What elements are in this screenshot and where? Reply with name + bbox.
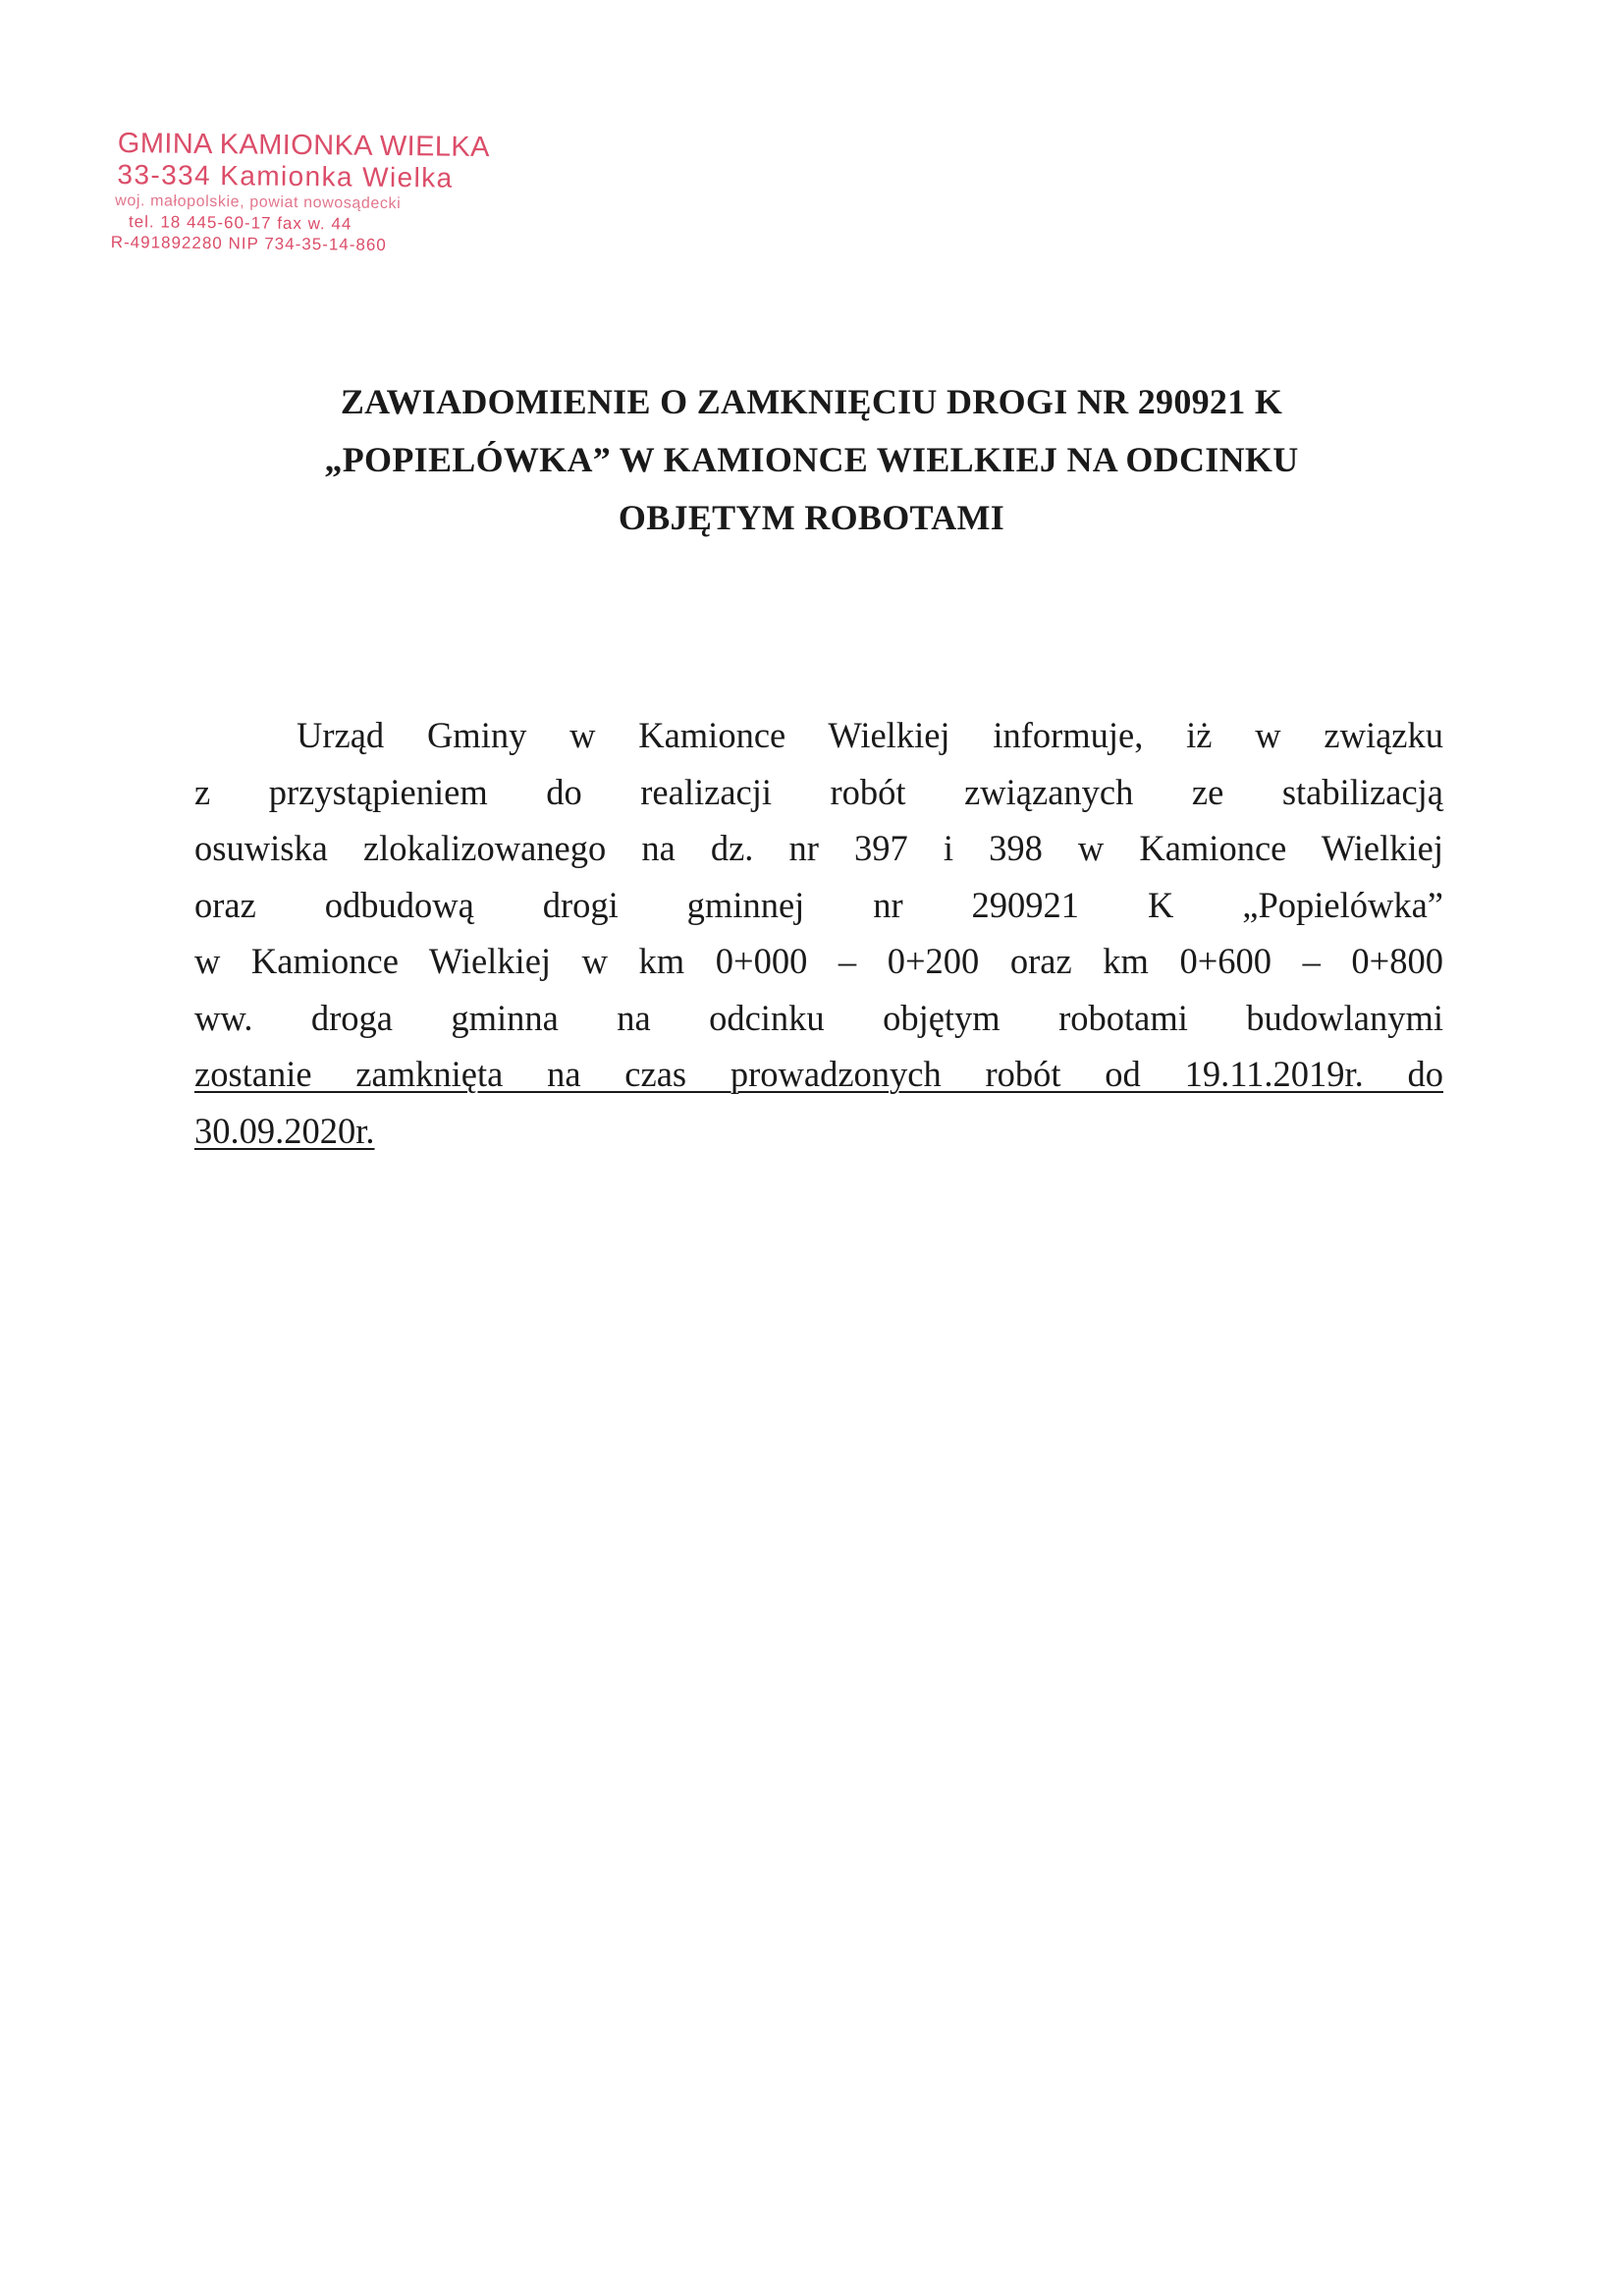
body-line: osuwiska zlokalizowanego na dz. nr 397 i 398 w Kamionce Wielkiej — [194, 828, 1443, 868]
body-line: ww. droga gminna na odcinku objętym robotami budowlanymi — [194, 997, 1443, 1038]
title-line-2: „POPIELÓWKA” W KAMIONCE WIELKIEJ NA ODCINKU — [324, 440, 1299, 479]
body-line: w Kamionce Wielkiej w km 0+000 – 0+200 oraz km 0+600 – 0+800 — [194, 941, 1443, 981]
title-line-3: OBJĘTYM ROBOTAMI — [618, 498, 1005, 537]
body-line: oraz odbudową drogi gminnej nr 290921 K „Popielówka” — [194, 884, 1443, 925]
stamp-region: woj. małopolskie, powiat nowosądecki — [115, 191, 402, 212]
document-title — [196, 373, 1427, 547]
municipality-stamp — [111, 128, 495, 255]
body-line: Urząd Gminy w Kamionce Wielkiej informuje, iż w związku — [297, 715, 1443, 755]
closure-end-date: 30.09.2020r. — [194, 1110, 375, 1151]
stamp-phone: tel. 18 445-60-17 fax w. 44 — [128, 211, 352, 234]
stamp-name: GMINA KAMIONKA WIELKA — [117, 128, 491, 164]
title-line-1: ZAWIADOMIENIE O ZAMKNIĘCIU DROGI NR 290921 K — [340, 382, 1283, 421]
body-line: z przystąpieniem do realizacji robót związanych ze stabilizacją — [194, 771, 1443, 812]
stamp-ids: R-491892280 NIP 734-35-14-860 — [110, 232, 387, 254]
stamp-address: 33-334 Kamionka Wielka — [117, 159, 454, 194]
closure-period-line: zostanie zamknięta na czas prowadzonych robót od 19.11.2019r. do — [194, 1054, 1443, 1094]
notice-body — [194, 707, 1443, 1159]
closure-end-date-line — [194, 1103, 1443, 1160]
